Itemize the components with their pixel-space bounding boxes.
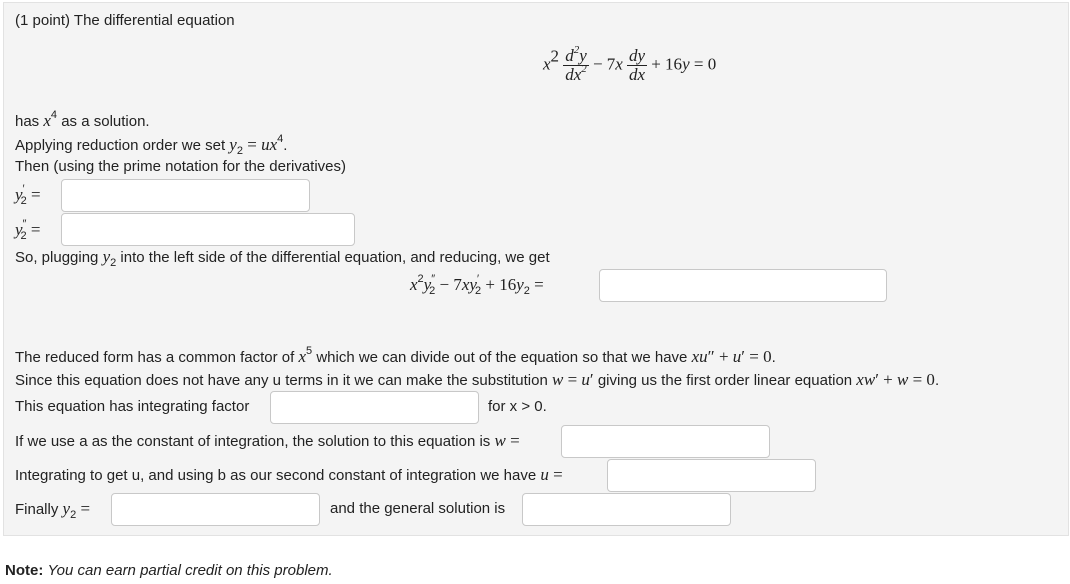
reduced-lhs-input[interactable] bbox=[599, 269, 887, 302]
u-solution-label: Integrating to get u, and using b as our second constant of integration we have u = bbox=[15, 465, 563, 484]
general-solution-label: and the general solution is bbox=[330, 500, 506, 517]
u-solution-input[interactable] bbox=[607, 459, 816, 492]
for-x-label: for x > 0. bbox=[488, 398, 547, 415]
reduced-lhs-label: $x^2y''_2 - 7xy'_2 + 16y_2$ = bbox=[410, 273, 544, 297]
substitution-statement: Since this equation does not have any u terms in it we can make the substitution w = u′ giving us the first order linear equation xw′ + w = 0. bbox=[15, 370, 940, 389]
integrating-factor-label: This equation has integrating factor bbox=[15, 398, 250, 415]
differential-equation: $x^2$ $\frac{d^2y}{dx^2}$ − 7x $\frac{dy}{dx}$ + 16y = 0 bbox=[543, 44, 717, 84]
reduced-form-statement: The reduced form has a common factor of $x^5$ which we can divide out of the equation so that we have xu″ + u′ = 0. bbox=[15, 345, 776, 366]
reduction-statement: Applying reduction order we set $y_2 = ux^4$. bbox=[15, 133, 288, 157]
problem-header: (1 point) The differential equation bbox=[15, 12, 235, 29]
w-solution-label: If we use a as the constant of integration, the solution to this equation is w = bbox=[15, 431, 520, 450]
note-label: Note: bbox=[5, 562, 44, 579]
note-text: You can earn partial credit on this problem. bbox=[47, 562, 333, 579]
plugging-statement: So, plugging $y_2$ into the left side of the differential equation, and reducing, we get bbox=[15, 247, 550, 269]
partial-credit-note bbox=[5, 562, 333, 579]
w-solution-input[interactable] bbox=[561, 425, 770, 458]
y2-prime-input[interactable] bbox=[61, 179, 310, 212]
y2-final-input[interactable] bbox=[111, 493, 320, 526]
y2-prime-label: $y'_2$ = bbox=[15, 183, 41, 207]
solution-statement: has $x^4$ as a solution. bbox=[15, 109, 150, 130]
y2-double-prime-label: $y''_2$ = bbox=[15, 218, 41, 242]
problem-panel bbox=[3, 2, 1069, 536]
then-statement: Then (using the prime notation for the derivatives) bbox=[15, 158, 347, 175]
y2-final-label: Finally $y_2$ = bbox=[15, 499, 91, 521]
general-solution-input[interactable] bbox=[522, 493, 731, 526]
y2-double-prime-input[interactable] bbox=[61, 213, 355, 246]
integrating-factor-input[interactable] bbox=[270, 391, 479, 424]
